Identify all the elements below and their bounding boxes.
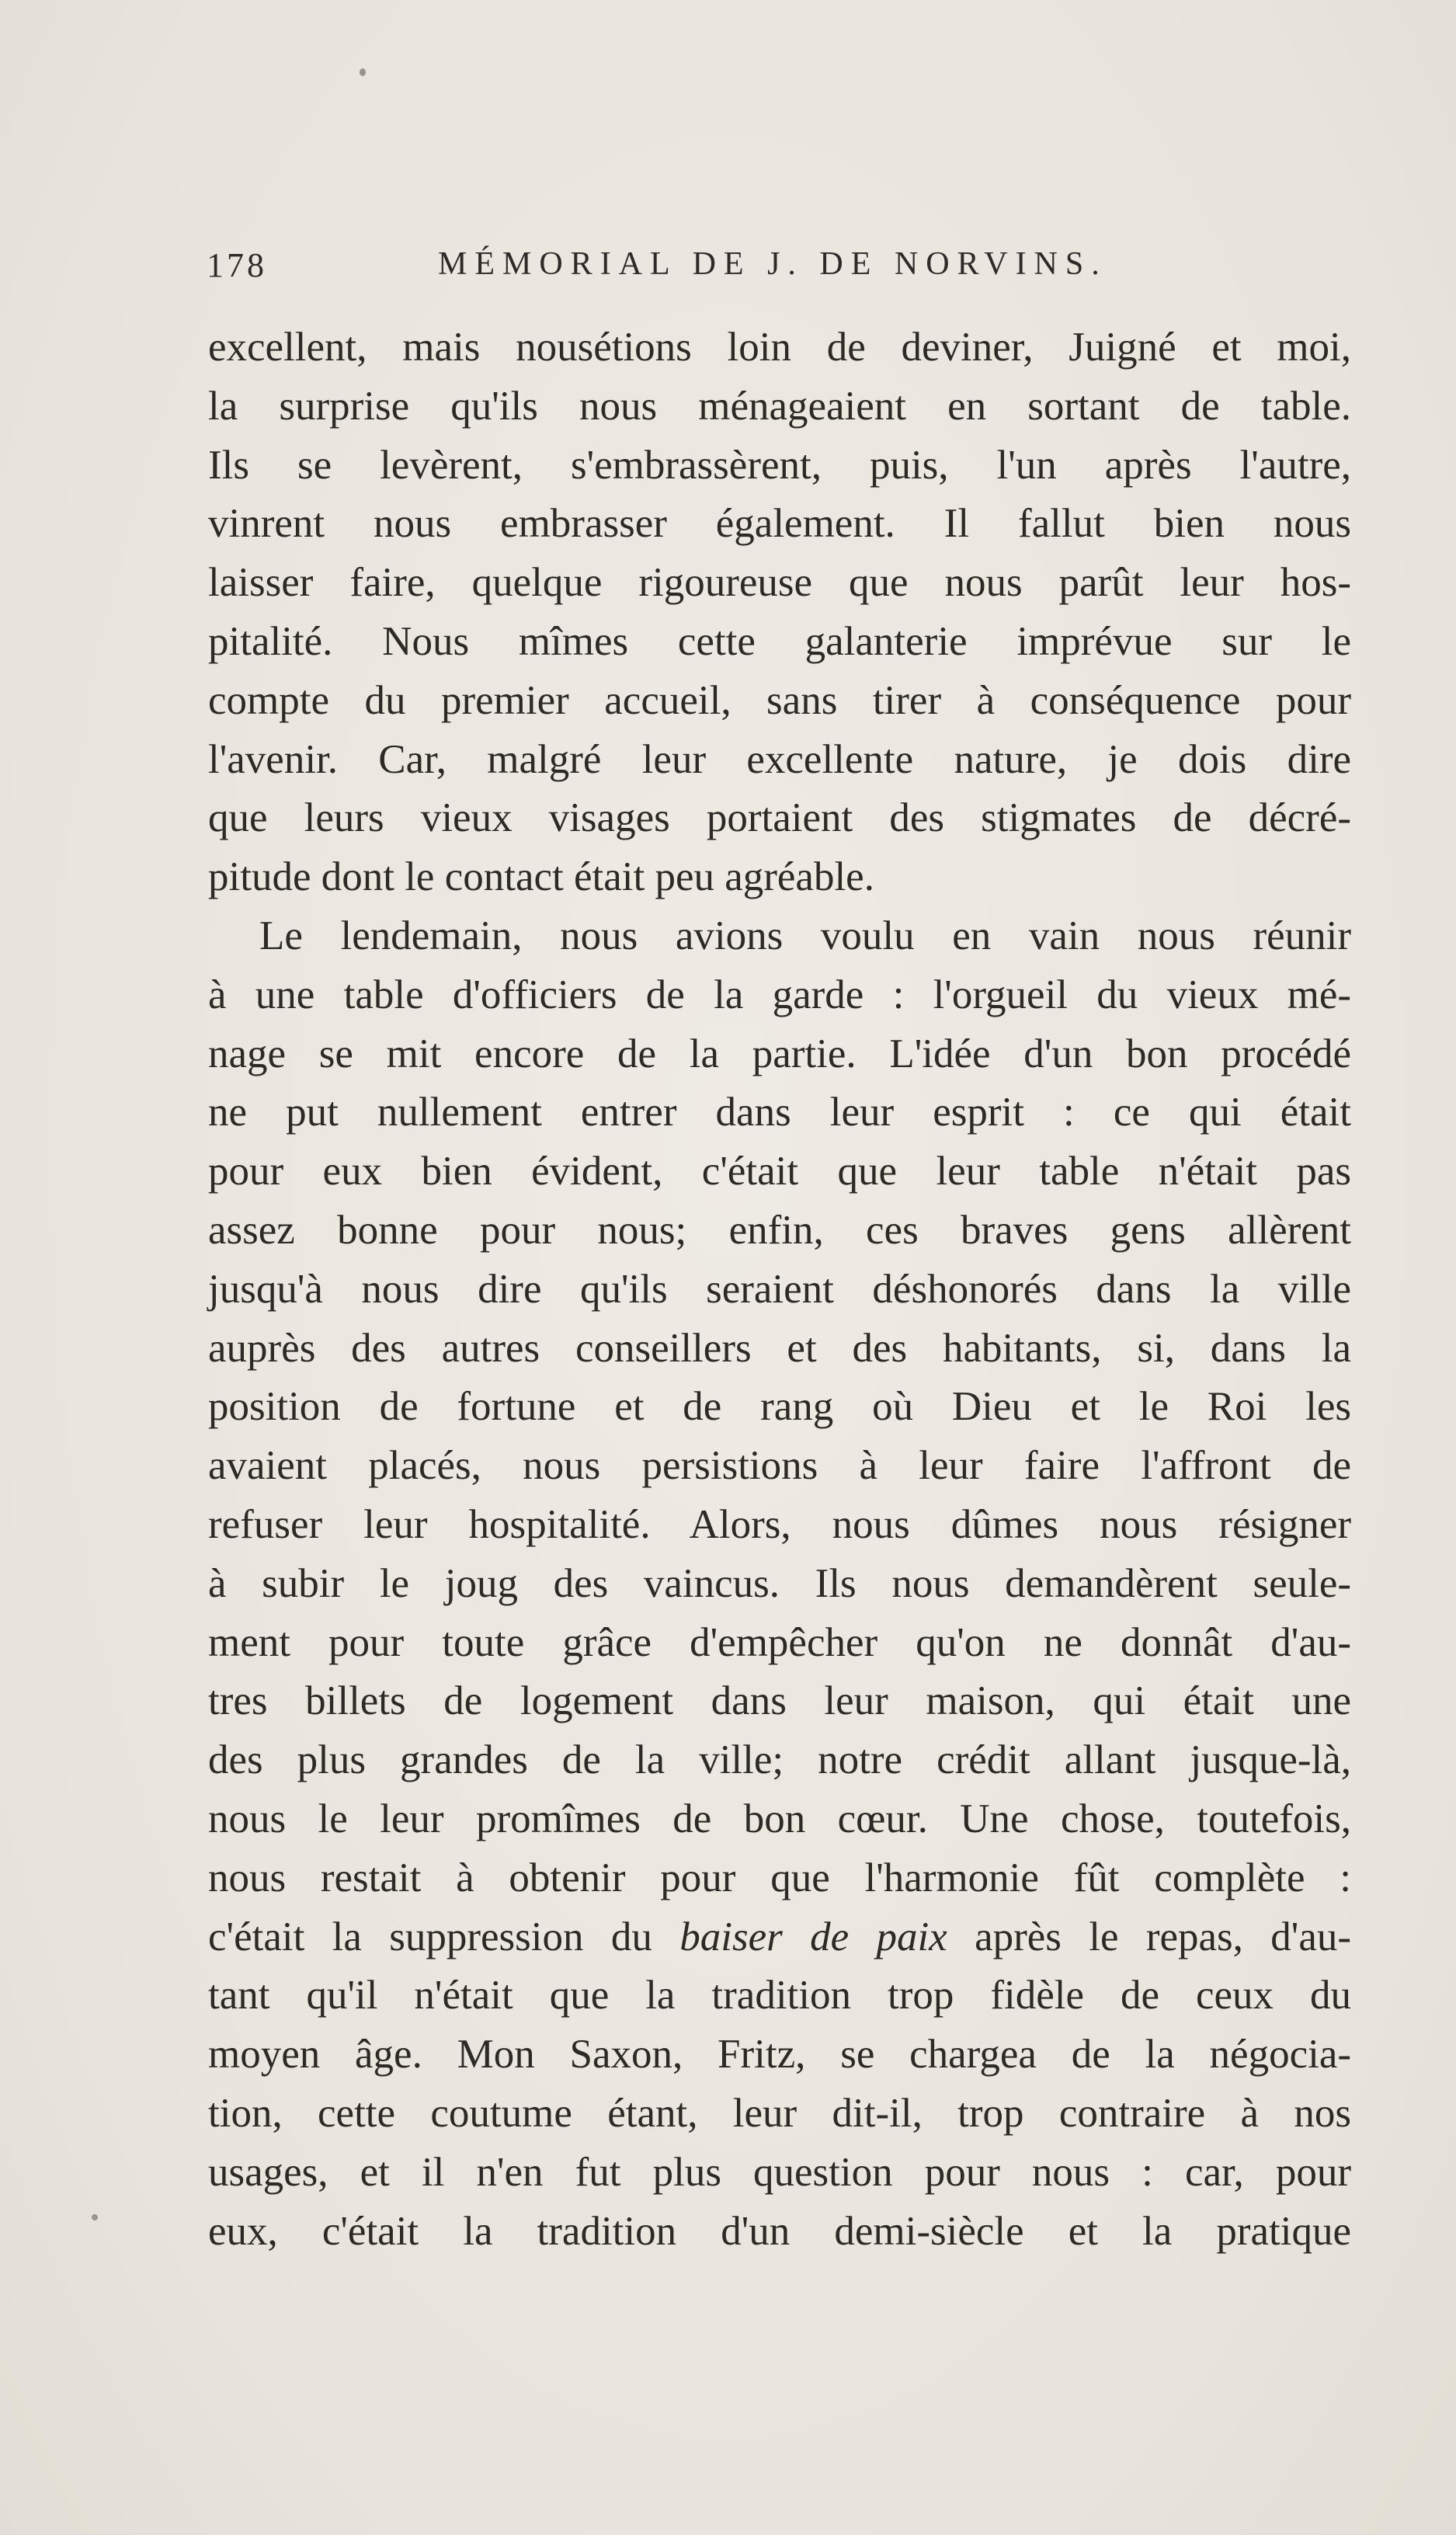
italic-phrase: baiser de paix	[679, 1914, 947, 1959]
page-number: 178	[207, 246, 267, 284]
text-line: usages, et il n'en fut plus question pour nous : car, pour	[208, 2149, 1351, 2195]
text-line: laisser faire, quelque rigoureuse que nous parût leur hos-	[208, 560, 1351, 606]
running-title: MÉMORIAL DE J. DE NORVINS.	[438, 246, 1107, 282]
text-line: nous restait à obtenir pour que l'harmonie fût complète :	[208, 1855, 1351, 1900]
text-line: compte du premier accueil, sans tirer à conséquence pour	[208, 677, 1351, 723]
text-line: moyen âge. Mon Saxon, Fritz, se chargea de la négocia-	[208, 2032, 1351, 2078]
text-line: Ils se levèrent, s'embrassèrent, puis, l'un après l'autre,	[208, 442, 1351, 488]
text-segment: après le repas, d'au-	[975, 1914, 1351, 1959]
text-line: pour eux bien évident, c'était que leur table n'était pas	[208, 1149, 1351, 1194]
text-line: tres billets de logement dans leur maison, qui était une	[208, 1678, 1351, 1724]
text-line: assez bonne pour nous; enfin, ces braves gens allèrent	[208, 1207, 1351, 1253]
text-line: pitalité. Nous mîmes cette galanterie imprévue sur le	[208, 618, 1351, 664]
text-line: refuser leur hospitalité. Alors, nous dûmes nous résigner	[208, 1501, 1351, 1547]
text-line: la surprise qu'ils nous ménageaient en sortant de table.	[208, 383, 1351, 429]
text-line: ne put nullement entrer dans leur esprit : ce qui était	[208, 1090, 1351, 1135]
text-line: avaient placés, nous persistions à leur faire l'affront de	[208, 1443, 1351, 1489]
text-line: pitude dont le contact était peu agréable.	[208, 854, 874, 900]
text-line: des plus grandes de la ville; notre crédit allant jusque-là,	[208, 1737, 1351, 1783]
paper-speck	[92, 2214, 98, 2220]
text-line-paragraph-start: Le lendemain, nous avions voulu en vain nous réunir	[259, 913, 1351, 958]
text-line: ment pour toute grâce d'empêcher qu'on ne donnât d'au-	[208, 1619, 1351, 1665]
text-line: nage se mit encore de la partie. L'idée d'un bon procédé	[208, 1031, 1351, 1076]
body-text	[208, 318, 1351, 2261]
text-line: excellent, mais nousétions loin de deviner, Juigné et moi,	[208, 325, 1351, 370]
text-line: à une table d'officiers de la garde : l'orgueil du vieux mé-	[208, 972, 1351, 1017]
paper-speck	[360, 68, 366, 76]
text-line: l'avenir. Car, malgré leur excellente nature, je dois dire	[208, 736, 1351, 782]
text-line: eux, c'était la tradition d'un demi-siècle et la pratique	[208, 2208, 1351, 2254]
text-segment: c'était la suppression du	[208, 1914, 652, 1959]
text-line-mixed	[208, 1908, 1351, 1967]
text-line: tant qu'il n'était que la tradition trop fidèle de ceux du	[208, 1973, 1351, 2019]
text-line: jusqu'à nous dire qu'ils seraient déshonorés dans la ville	[208, 1266, 1351, 1312]
text-line: auprès des autres conseillers et des habitants, si, dans la	[208, 1325, 1351, 1371]
text-line: nous le leur promîmes de bon cœur. Une chose, toutefois,	[208, 1796, 1351, 1841]
text-line: vinrent nous embrasser également. Il fallut bien nous	[208, 501, 1351, 547]
text-line: position de fortune et de rang où Dieu et le Roi les	[208, 1384, 1351, 1430]
text-line: que leurs vieux visages portaient des stigmates de décré-	[208, 795, 1351, 841]
text-line: tion, cette coutume étant, leur dit-il, trop contraire à nos	[208, 2090, 1351, 2136]
text-line: à subir le joug des vaincus. Ils nous demandèrent seule-	[208, 1560, 1351, 1606]
page-header	[207, 245, 1356, 292]
